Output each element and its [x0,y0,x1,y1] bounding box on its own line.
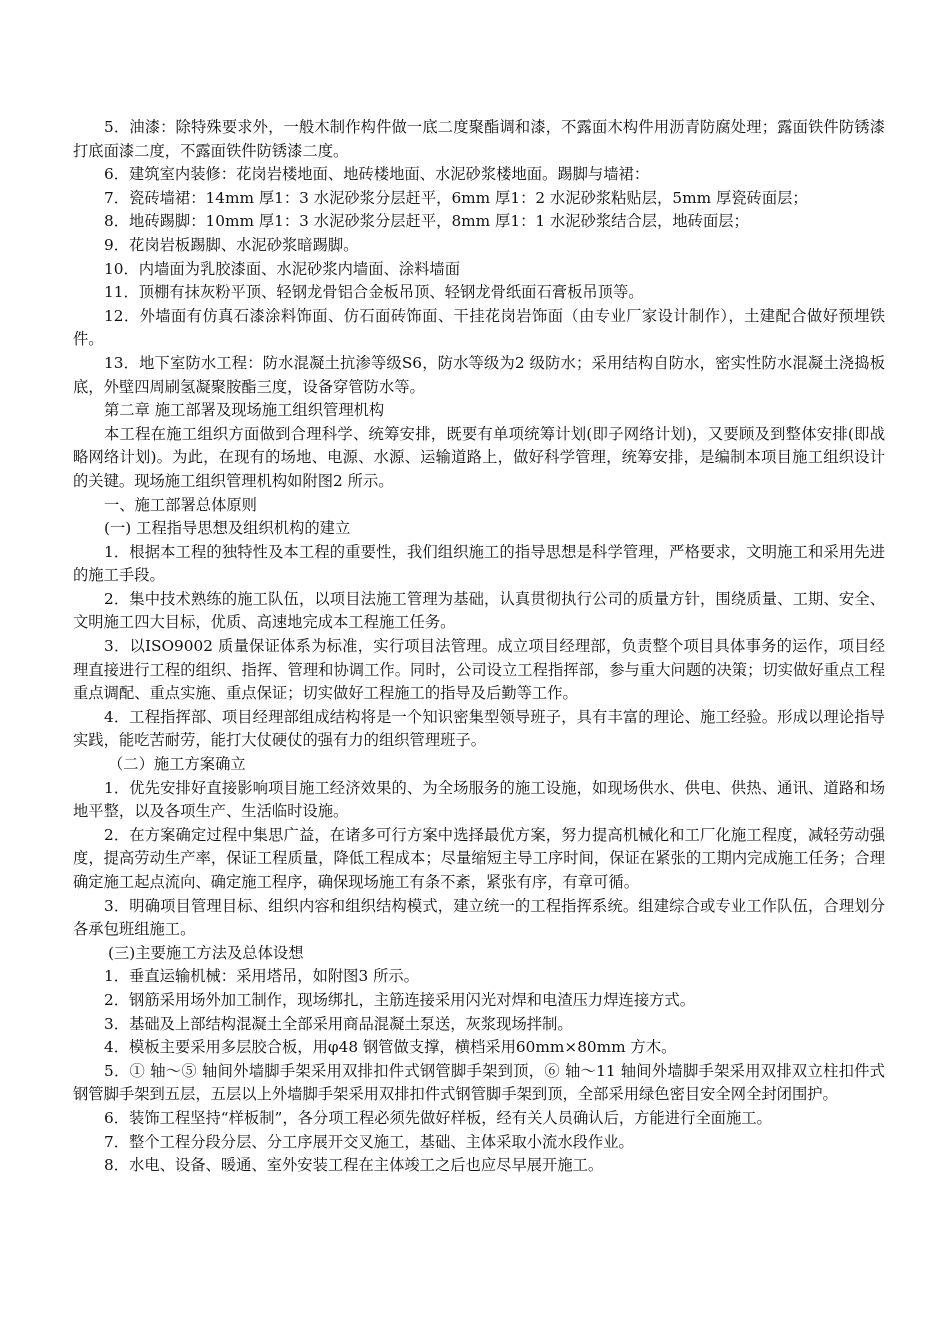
paragraph-method-2: 2．钢筋采用场外加工制作，现场绑扎，主筋连接采用闪光对焊和电渣压力焊连接方式。 [104,990,696,1009]
paragraph-guidance-4: 4．工程指挥部、项目经理部组成结构将是一个知识密集型领导班子，具有丰富的理论、施工经验。形成以理论指导实践，能吃苦耐劳，能打大仗硬仗的强有力的组织管理班子。 [73,707,885,750]
subsection-heading-plan: （二）施工方案确立 [108,755,246,774]
paragraph-exterior-wall: 12．外墙面有仿真石漆涂料饰面、仿石面砖饰面、干挂花岗岩饰面（由专业厂家设计制作），土建配合做好预埋铁件。 [73,306,885,349]
paragraph-basement-waterproof: 13．地下室防水工程：防水混凝土抗渗等级S6，防水等级为2 级防水；采用结构自防水，密实性防水混凝土浇捣板底，外壁四周刷氢凝聚胺酯三度，设备穿管防水等。 [73,353,885,396]
paragraph-plan-3: 3．明确项目管理目标、组织内容和组织结构模式，建立统一的工程指挥系统。组建综合或专业工作队伍，合理划分各承包班组施工。 [73,896,885,939]
paragraph-method-1: 1．垂直运输机械：采用塔吊，如附图3 所示。 [104,967,419,986]
paragraph-plan-2: 2．在方案确定过程中集思广益，在诸多可行方案中选择最优方案，努力提高机械化和工厂化施工程度，减轻劳动强度，提高劳动生产率，保证工程质量，降低工程成本；尽量缩短主导工序时间，保证在紧张的工期内完成施工任务；合理确定施工起点流向、确定施工程序，确保现场施工有条不紊，紧张有序，有章可循。 [73,825,885,891]
paragraph-guidance-1: 1．根据本工程的独特性及本工程的重要性，我们组织施工的指导思想是科学管理，严格要求，文明施工和采用先进的施工手段。 [73,542,885,585]
paragraph-ceiling: 11．顶棚有抹灰粉平顶、轻钢龙骨铝合金板吊顶、轻钢龙骨纸面石膏板吊顶等。 [104,283,644,302]
paragraph-method-3: 3．基础及上部结构混凝土全部采用商品混凝土泵送，灰浆现场拌制。 [104,1014,573,1033]
paragraph-paint: 5．油漆：除特殊要求外，一般木制作构件做一底二度聚酯调和漆，不露面木构件用沥青防腐处理；露面铁件防锈漆打底面漆二度，不露面铁件防锈漆二度。 [73,118,885,160]
paragraph-guidance-2: 2．集中技术熟练的施工队伍，以项目法施工管理为基础，认真贯彻执行公司的质量方针，围绕质量、工期、安全、文明施工四大目标，优质、高速地完成本工程施工任务。 [73,589,885,632]
paragraph-interior-finish: 6．建筑室内装修：花岗岩楼地面、地砖楼地面、水泥砂浆楼地面。踢脚与墙裙： [104,165,650,184]
section-heading-principles: 一、施工部署总体原则 [104,495,257,514]
paragraph-method-5: 5．① 轴～⑤ 轴间外墙脚手架采用双排扣件式钢管脚手架到顶，⑥ 轴～11 轴间外墙脚手架采用双排双立柱扣件式钢管脚手架到五层，五层以上外墙脚手架采用双排扣件式钢管脚手架到顶，全部采用绿色密目安全网全封闭围护。 [73,1061,885,1104]
subsection-heading-guidance: (一) 工程指导思想及组织机构的建立 [104,519,351,538]
paragraph-guidance-3: 3．以ISO9002 质量保证体系为标准，实行项目法管理。成立项目经理部，负责整个项目具体事务的运作，项目经理直接进行工程的组织、指挥、管理和协调工作。同时，公司设立工程指挥部，参与重大问题的决策；切实做好重点工程重点调配、重点实施、重点保证；切实做好工程施工的指导及后勤等工作。 [73,637,885,703]
subsection-heading-methods: (三)主要施工方法及总体设想 [108,943,304,962]
paragraph-method-4: 4．模板主要采用多层胶合板，用φ48 钢管做支撑，横档采用60mm×80mm 方木。 [104,1038,677,1057]
paragraph-tile-wainscot: 7．瓷砖墙裙：14mm 厚1：3 水泥砂浆分层赶平，6mm 厚1：2 水泥砂浆粘贴层，5mm 厚瓷砖面层； [104,188,808,207]
paragraph-chapter-intro: 本工程在施工组织方面做到合理科学、统筹安排，既要有单项统筹计划(即子网络计划)，又要顾及到整体安排(即战略网络计划)。为此，在现有的场地、电源、水源、运输道路上，做好科学管理，统筹安排，是编制本项目施工组织设计的关键。现场施工组织管理机构如附图2 所示。 [73,424,885,490]
paragraph-method-8: 8．水电、设备、暖通、室外安装工程在主体竣工之后也应尽早展开施工。 [104,1156,604,1175]
paragraph-plan-1: 1．优先安排好直接影响项目施工经济效果的、为全场服务的施工设施，如现场供水、供电、供热、通讯、道路和场地平整，以及各项生产、生活临时设施。 [73,778,885,821]
document-body [73,116,885,1178]
paragraph-interior-wall: 10．内墙面为乳胶漆面、水泥砂浆内墙面、涂料墙面 [104,259,460,278]
paragraph-method-7: 7．整个工程分段分层、分工序展开交叉施工，基础、主体采取小流水段作业。 [104,1132,634,1151]
paragraph-method-6: 6．装饰工程坚持“样板制”，各分项工程必须先做好样板，经有关人员确认后，方能进行全面施工。 [104,1108,772,1127]
chapter-heading: 第二章 施工部署及现场施工组织管理机构 [104,401,385,420]
paragraph-granite-skirting: 9．花岗岩板踢脚、水泥砂浆暗踢脚。 [104,235,359,254]
paragraph-tile-skirting: 8．地砖踢脚：10mm 厚1：3 水泥砂浆分层赶平，8mm 厚1：1 水泥砂浆结合层，地砖面层； [104,212,749,231]
